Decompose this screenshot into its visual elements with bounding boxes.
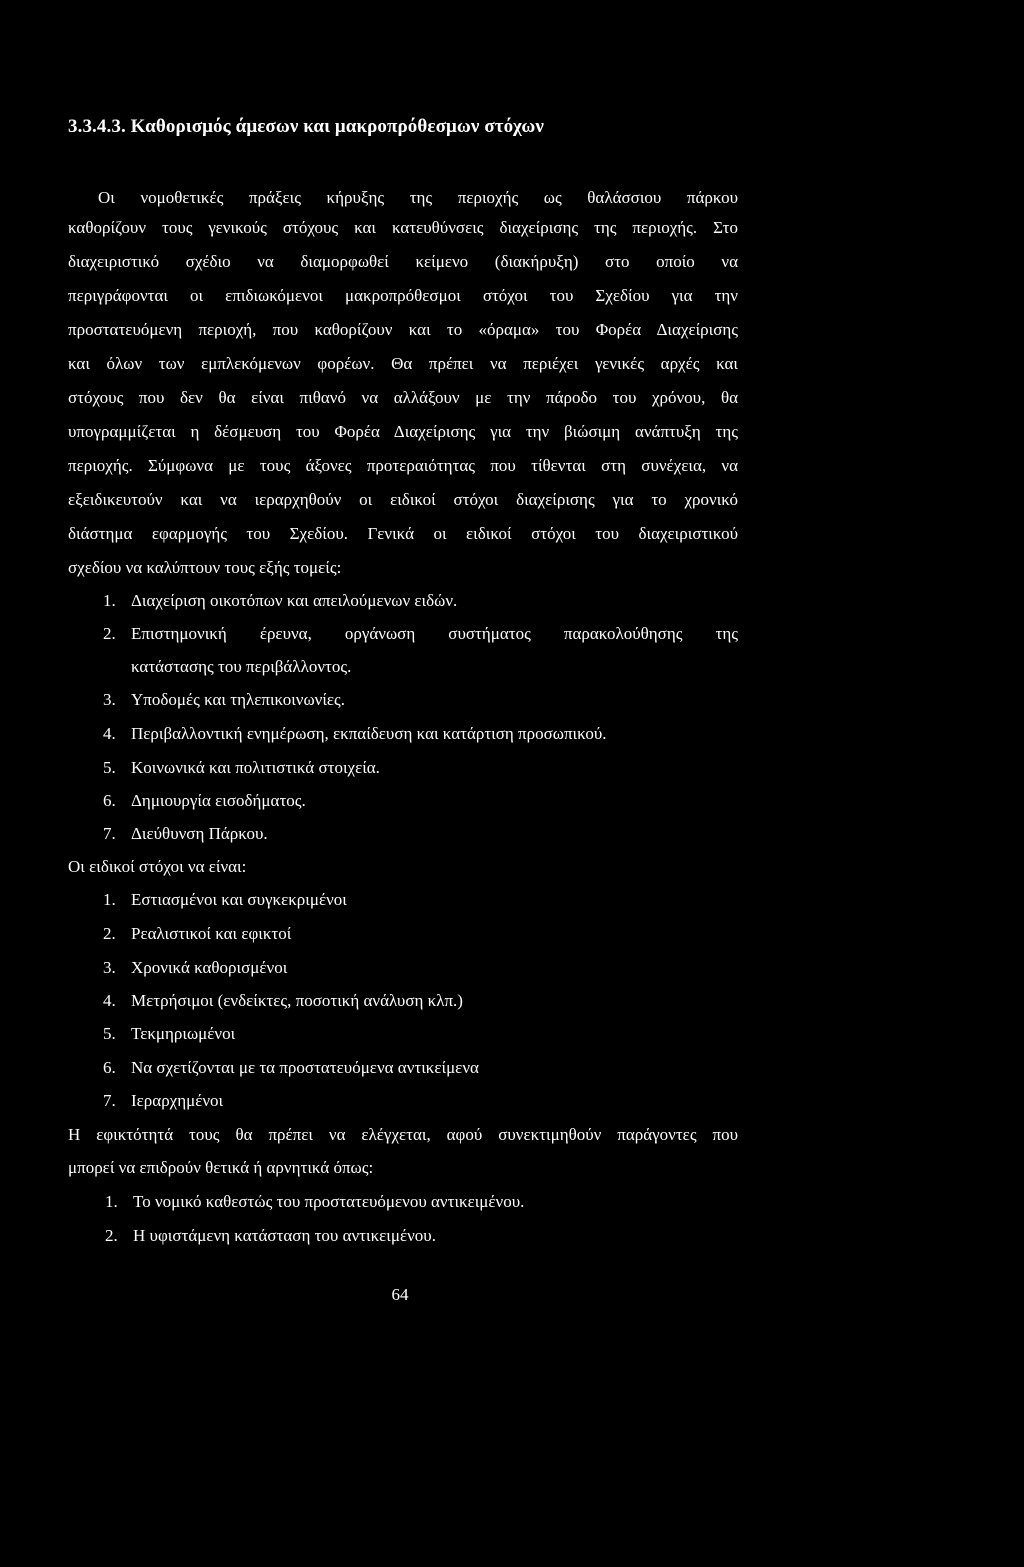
list-number: 1. bbox=[103, 591, 116, 610]
paragraph-line: και όλων των εμπλεκόμενων φορέων. Θα πρέπει να περιέχει γενικές αρχές και bbox=[68, 354, 738, 373]
paragraph-line: σχεδίου να καλύπτουν τους εξής τομείς: bbox=[68, 558, 342, 577]
paragraph-line: Η εφικτότητά τους θα πρέπει να ελέγχεται, αφού συνεκτιμηθούν παράγοντες που bbox=[68, 1125, 738, 1144]
paragraph-line: Οι νομοθετικές πράξεις κήρυξης της περιοχής ως θαλάσσιου πάρκου bbox=[98, 188, 738, 207]
list-number: 3. bbox=[103, 690, 116, 709]
paragraph-line: διάστημα εφαρμογής του Σχεδίου. Γενικά οι ειδικοί στόχοι του διαχειριστικού bbox=[68, 524, 738, 543]
paragraph-line: μπορεί να επιδρούν θετικά ή αρνητικά όπως: bbox=[68, 1158, 374, 1177]
list-number: 5. bbox=[103, 1024, 116, 1043]
list-item bbox=[103, 757, 380, 779]
list-item bbox=[103, 889, 347, 911]
list-text-word: έρευνα, bbox=[259, 624, 312, 643]
list-text: Υποδομές και τηλεπικοινωνίες. bbox=[131, 690, 346, 709]
paragraph-line: περιοχής. Σύμφωνα με τους άξονες προτεραιότητας που τίθενται στη συνέχεια, να bbox=[68, 456, 738, 475]
list-number: 2. bbox=[103, 924, 116, 943]
list-item bbox=[103, 1090, 223, 1112]
paragraph-line: περιγράφονται οι επιδιωκόμενοι μακροπρόθεσμοι στόχοι του Σχεδίου για την bbox=[68, 286, 738, 305]
list-item bbox=[105, 1225, 436, 1247]
list-item bbox=[103, 790, 306, 812]
criteria-intro: Οι ειδικοί στόχοι να είναι: bbox=[68, 857, 247, 876]
section-heading: 3.3.4.3. Καθορισμός άμεσων και μακροπρόθεσμων στόχων bbox=[68, 116, 544, 137]
list-text-word: συστήματος bbox=[448, 624, 531, 643]
paragraph-line: στόχους που δεν θα είναι πιθανό να αλλάξουν με την πάροδο του χρόνου, θα bbox=[68, 388, 738, 407]
list-text-word: παρακολούθησης bbox=[563, 624, 683, 643]
page-number: 64 bbox=[391, 1285, 409, 1304]
list-text-word: οργάνωση bbox=[344, 624, 416, 643]
list-number: 2. bbox=[105, 1226, 118, 1245]
list-text: Χρονικά καθορισμένοι bbox=[131, 958, 288, 977]
list-number: 1. bbox=[105, 1192, 118, 1211]
list-number: 7. bbox=[103, 1091, 116, 1110]
list-text: Το νομικό καθεστώς του προστατευόμενου αντικειμένου. bbox=[133, 1192, 525, 1211]
list-number: 6. bbox=[103, 791, 116, 810]
list-item bbox=[103, 823, 268, 845]
list-text: κατάστασης του περιβάλλοντος. bbox=[131, 657, 352, 676]
paragraph-line: προστατευόμενη περιοχή, που καθορίζουν και το «όραμα» του Φορέα Διαχείρισης bbox=[68, 320, 738, 339]
list-number: 4. bbox=[103, 991, 116, 1010]
list-item bbox=[103, 689, 345, 711]
list-text: Τεκμηριωμένοι bbox=[131, 1024, 236, 1043]
list-text: Ιεραρχημένοι bbox=[131, 1091, 224, 1110]
paragraph-line: καθορίζουν τους γενικούς στόχους και κατευθύνσεις διαχείρισης της περιοχής. Στο bbox=[68, 218, 738, 237]
list-text: Μετρήσιμοι (ενδείκτες, ποσοτική ανάλυση κλπ.) bbox=[131, 991, 463, 1010]
list-number: 1. bbox=[103, 890, 116, 909]
list-text-word: της bbox=[715, 624, 738, 643]
list-item bbox=[103, 590, 457, 612]
list-text: Ρεαλιστικοί και εφικτοί bbox=[131, 924, 292, 943]
list-item bbox=[103, 723, 607, 745]
list-number: 6. bbox=[103, 1058, 116, 1077]
list-number: 7. bbox=[103, 824, 116, 843]
list-text: Κοινωνικά και πολιτιστικά στοιχεία. bbox=[131, 758, 380, 777]
list-item bbox=[105, 1191, 524, 1213]
list-number: 4. bbox=[103, 724, 116, 743]
list-text: Να σχετίζονται με τα προστατευόμενα αντικείμενα bbox=[131, 1058, 479, 1077]
list-text: Περιβαλλοντική ενημέρωση, εκπαίδευση και κατάρτιση προσωπικού. bbox=[131, 724, 607, 743]
list-text: Εστιασμένοι και συγκεκριμένοι bbox=[131, 890, 347, 909]
list-item bbox=[103, 1057, 479, 1079]
list-number: 2. bbox=[103, 624, 116, 643]
paragraph-line: διαχειριστικό σχέδιο να διαμορφωθεί κείμενο (διακήρυξη) στο οποίο να bbox=[68, 252, 738, 271]
list-text-word: Επιστημονική bbox=[131, 624, 227, 643]
list-item bbox=[103, 957, 287, 979]
paragraph-line: υπογραμμίζεται η δέσμευση του Φορέα Διαχείρισης για την βιώσιμη ανάπτυξη της bbox=[68, 422, 738, 441]
list-text: Η υφιστάμενη κατάσταση του αντικειμένου. bbox=[133, 1226, 436, 1245]
list-item-continuation bbox=[131, 656, 351, 678]
list-text: Διεύθυνση Πάρκου. bbox=[131, 824, 268, 843]
list-text: Διαχείριση οικοτόπων και απειλούμενων ειδών. bbox=[131, 591, 458, 610]
list-item bbox=[103, 1023, 235, 1045]
list-number: 3. bbox=[103, 958, 116, 977]
list-item bbox=[103, 923, 291, 945]
list-number: 5. bbox=[103, 758, 116, 777]
list-item bbox=[103, 623, 738, 645]
paragraph-line: εξειδικευτούν και να ιεραρχηθούν οι ειδικοί στόχοι διαχείρισης για το χρονικό bbox=[68, 490, 738, 509]
list-item bbox=[103, 990, 463, 1012]
list-text: Δημιουργία εισοδήματος. bbox=[131, 791, 306, 810]
